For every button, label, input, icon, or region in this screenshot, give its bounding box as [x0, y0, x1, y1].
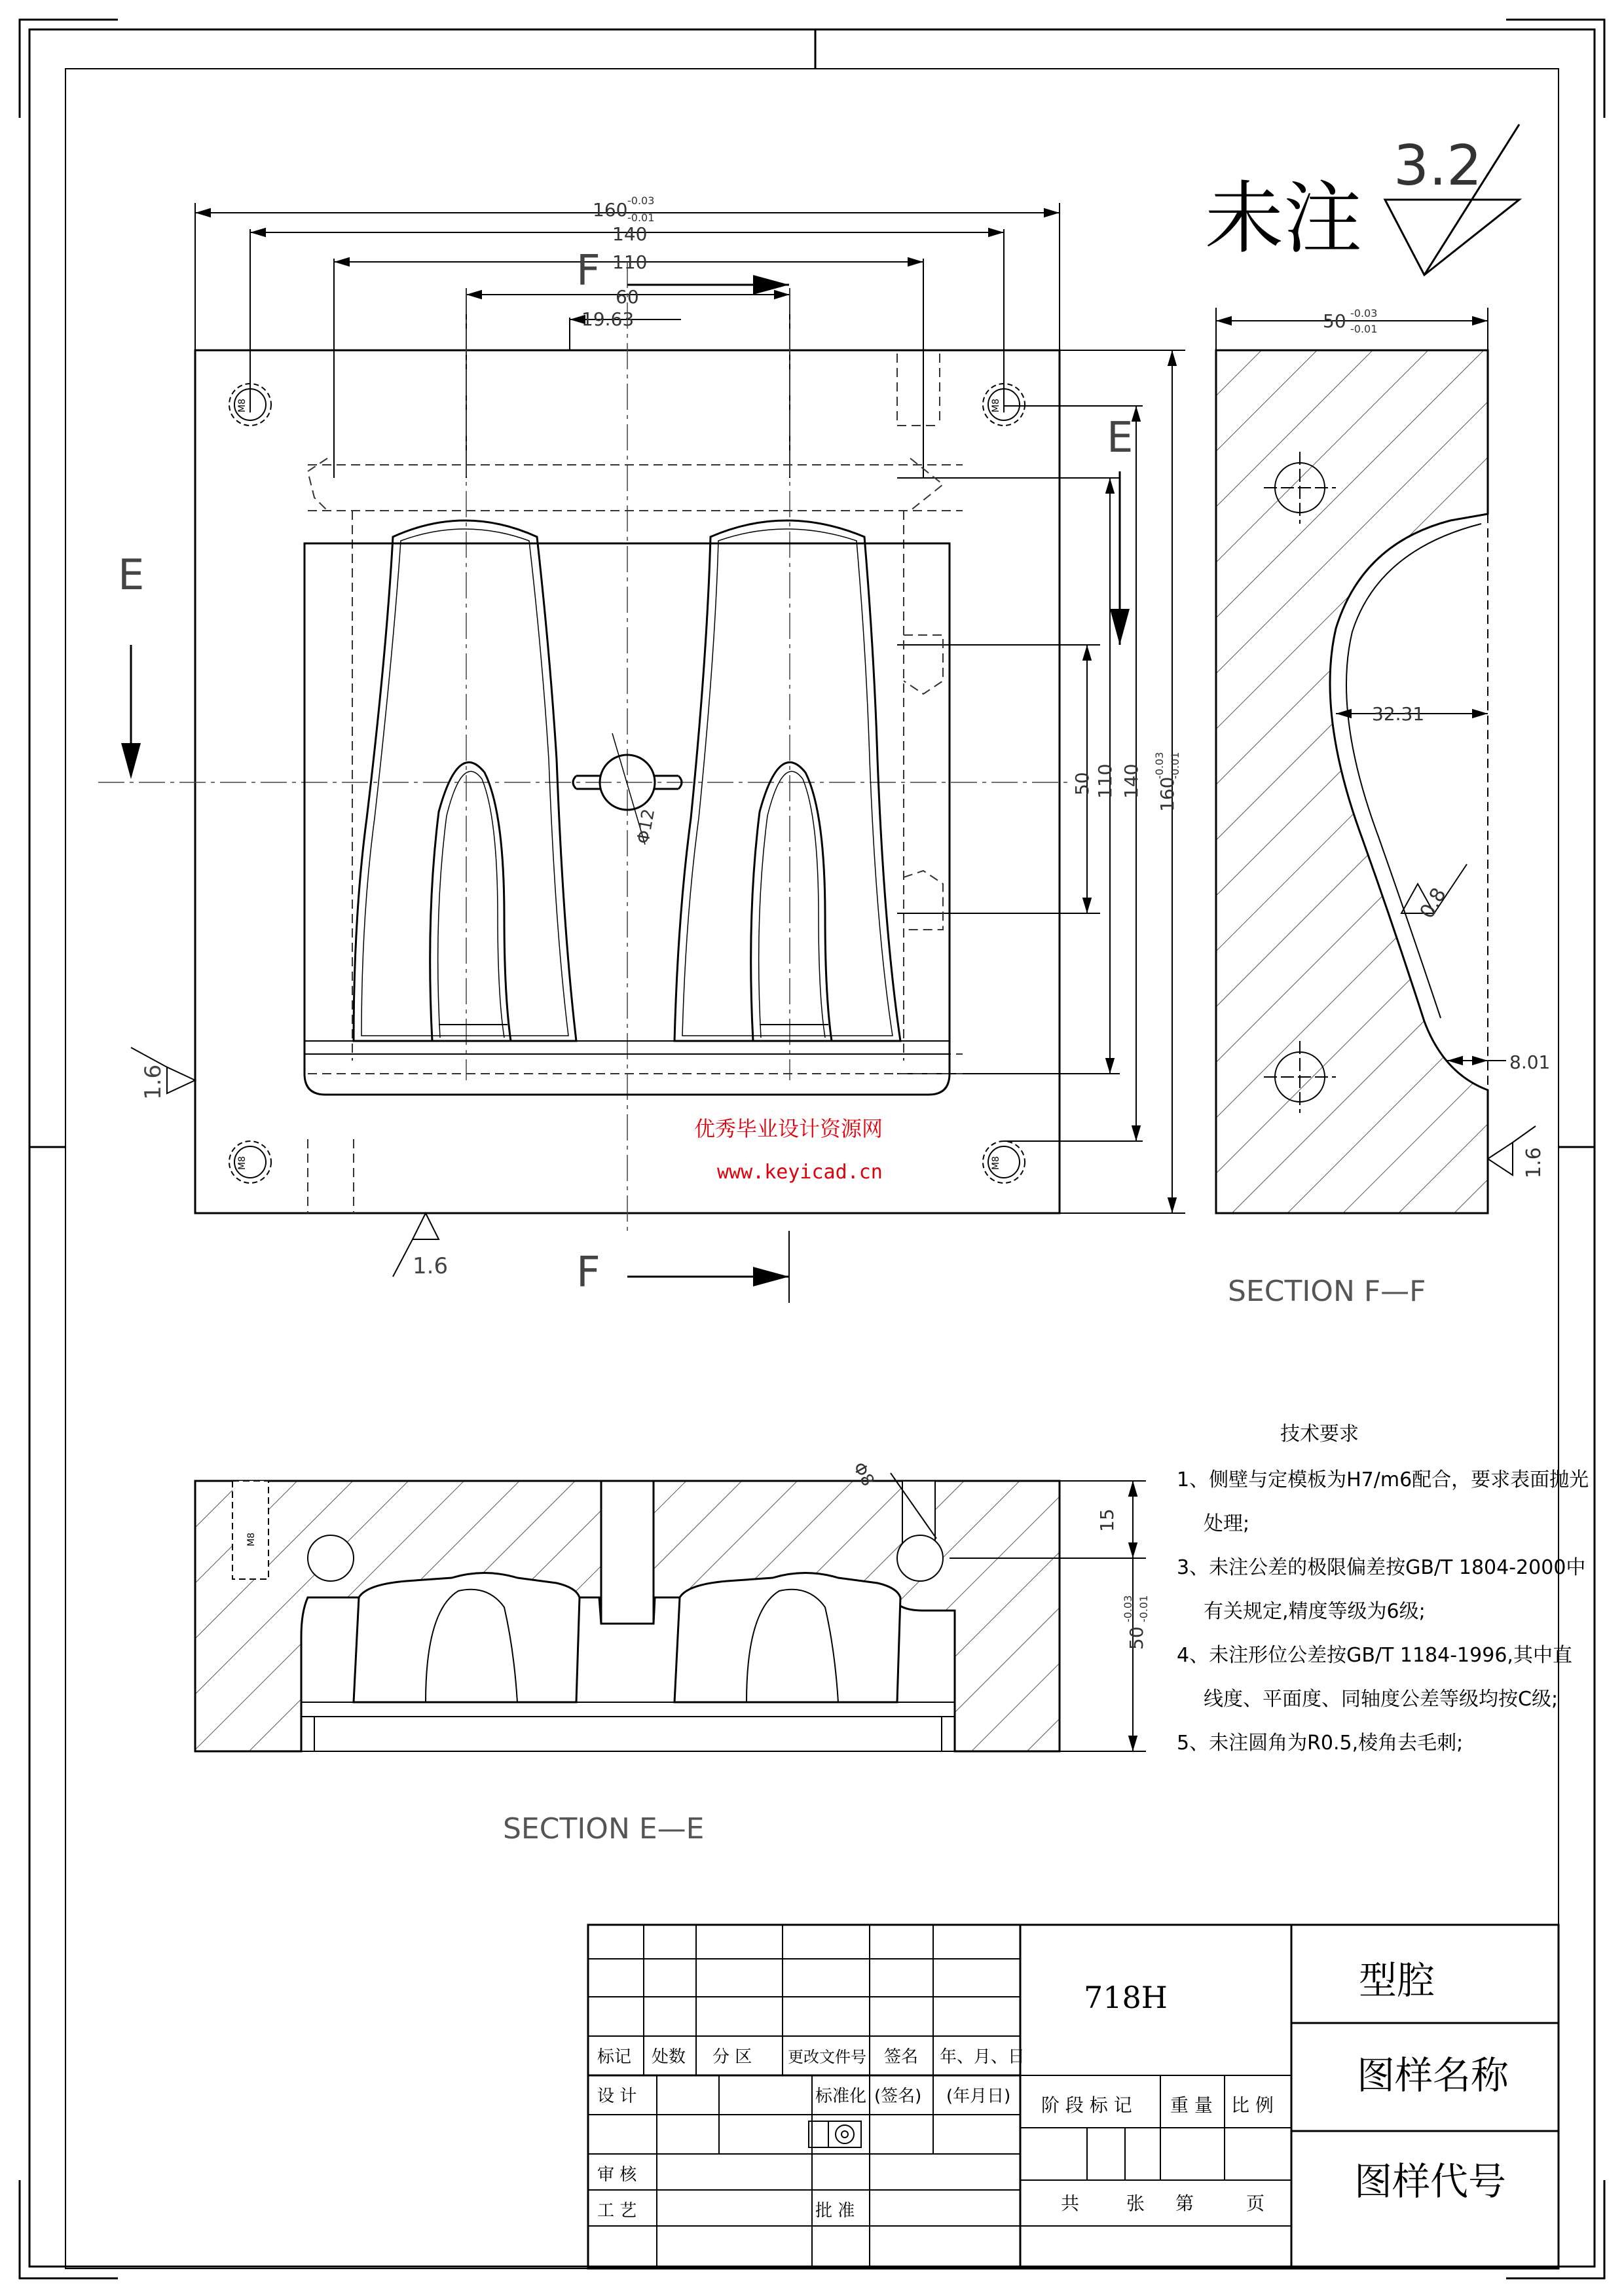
- tech-req-line-6: 线度、平面度、同轴度公差等级均按C级;: [1204, 1688, 1559, 1711]
- tb-page-unit: 页: [1246, 2193, 1265, 2214]
- tb-approve: 批 准: [815, 2201, 855, 2221]
- section-arrow-f-top: [576, 247, 789, 295]
- tb-sheet-total: 共: [1061, 2193, 1080, 2214]
- title-block-text: [597, 1958, 1509, 2221]
- ee-shoe-right: [674, 1573, 900, 1703]
- watermark-line1: 优秀毕业设计资源网: [694, 1116, 883, 1141]
- ff-dim-50-tol-upper: -0.03: [1350, 307, 1378, 319]
- dim-160-tol-lower: -0.01: [627, 211, 655, 224]
- section-arrow-e-right: [1107, 414, 1133, 645]
- ee-dim-50-tol-upper: -0.03: [1122, 1595, 1134, 1622]
- ee-screw-label: M8: [246, 1533, 257, 1546]
- section-letter-e-left: E: [118, 551, 145, 600]
- cavity-shoe-left: [354, 520, 576, 1041]
- dim-50-v: 50: [1071, 772, 1093, 795]
- screw-label-tl: M8: [237, 399, 248, 412]
- ff-dim-50: 50: [1323, 310, 1346, 332]
- screw-label-br: M8: [991, 1156, 1001, 1170]
- tb-process: 工 艺: [597, 2201, 637, 2221]
- tb-stage-mark: 阶 段 标 记: [1041, 2094, 1132, 2116]
- tb-header-zone: 分 区: [712, 2047, 752, 2067]
- cavity-shoe-right: [674, 520, 900, 1041]
- roughness-left-value: 1.6: [140, 1064, 166, 1100]
- tech-req-line-4: 有关规定,精度等级为6级;: [1204, 1600, 1426, 1623]
- tb-standardize: 标准化: [815, 2086, 867, 2106]
- tech-req-title: 技术要求: [1280, 1423, 1359, 1446]
- tech-req-line-5: 4、未注形位公差按GB/T 1184-1996,其中直: [1177, 1644, 1572, 1667]
- section-letter-e-right: E: [1107, 414, 1134, 462]
- tb-sign: (签名): [874, 2086, 922, 2106]
- section-arrow-e-left: [118, 551, 144, 779]
- tb-review: 审 核: [597, 2165, 637, 2185]
- screw-hole-bl: [229, 1141, 271, 1183]
- tb-weight: 重 量: [1170, 2094, 1213, 2116]
- section-letter-f-top: F: [576, 247, 600, 295]
- section-ee: [195, 1459, 1150, 1846]
- section-ff: [1216, 307, 1550, 1308]
- dim-160-v-tol-upper: -0.03: [1153, 752, 1166, 779]
- watermark-line2: www.keyicad.cn: [717, 1161, 883, 1184]
- tb-date: (年月日): [946, 2086, 1011, 2106]
- section-arrow-f-bottom: [576, 1231, 789, 1303]
- dim-140: 140: [612, 223, 648, 245]
- screw-label-bl: M8: [237, 1156, 248, 1170]
- screw-hole-br: [983, 1141, 1025, 1183]
- tb-part-name: 型腔: [1359, 1958, 1435, 2003]
- section-letter-f-bottom: F: [576, 1248, 600, 1297]
- surface-note-label: 未注: [1205, 173, 1362, 264]
- section-ee-title: SECTION E—E: [503, 1812, 705, 1846]
- dim-60: 60: [616, 286, 639, 308]
- ee-hole-dia: Φ8: [848, 1459, 878, 1490]
- surface-roughness-value: 3.2: [1393, 134, 1483, 198]
- tb-header-sign: 签名: [884, 2047, 919, 2067]
- ff-dim-32-31: 32.31: [1372, 703, 1425, 725]
- tech-req-line-7: 5、未注圆角为R0.5,棱角去毛刺;: [1177, 1732, 1464, 1755]
- tb-header-date: 年、月、日: [940, 2047, 1025, 2067]
- tech-req-line-2: 处理;: [1204, 1512, 1250, 1535]
- tb-material: 718H: [1084, 1980, 1168, 2015]
- tech-requirements: [1177, 1423, 1589, 1755]
- tb-header-mark: 标记: [597, 2047, 632, 2067]
- ee-dim-50-tol-lower: -0.01: [1137, 1595, 1150, 1622]
- ff-roughness-08-value: 0.8: [1415, 884, 1451, 922]
- ff-dim-8-01: 8.01: [1509, 1051, 1551, 1073]
- tb-header-count: 处数: [652, 2047, 686, 2067]
- tb-drawing-code-label: 图样代号: [1354, 2159, 1507, 2204]
- screw-label-tr: M8: [991, 399, 1001, 412]
- dim-160-tol-upper: -0.03: [627, 194, 655, 207]
- tb-header-doc: 更改文件号: [788, 2048, 866, 2066]
- tb-sheet-unit: 张: [1126, 2193, 1145, 2214]
- sprue-hole-dia: Φ12: [633, 807, 659, 846]
- ff-roughness-16-value: 1.6: [1522, 1147, 1545, 1178]
- dim-160-v: 160: [1156, 776, 1178, 812]
- section-ff-body: [1216, 350, 1488, 1213]
- tb-scale: 比 例: [1231, 2094, 1274, 2116]
- ee-shoe-left: [354, 1573, 580, 1703]
- dim-160: 160: [593, 199, 628, 221]
- tech-req-line-3: 3、未注公差的极限偏差按GB/T 1804-2000中: [1177, 1556, 1586, 1579]
- dim-140-v: 140: [1120, 763, 1142, 799]
- tb-design: 设 计: [597, 2086, 637, 2106]
- dim-110-v: 110: [1094, 763, 1116, 799]
- front-view: [98, 194, 1185, 1303]
- dim-19-63: 19.63: [581, 308, 635, 330]
- ee-dim-15: 15: [1096, 1508, 1118, 1532]
- dim-110: 110: [612, 251, 648, 273]
- tech-req-line-1: 1、侧壁与定模板为H7/m6配合，要求表面抛光: [1177, 1468, 1589, 1491]
- ff-dim-50-tol-lower: -0.01: [1350, 323, 1378, 335]
- dim-160-v-tol-lower: -0.01: [1169, 752, 1181, 779]
- section-ff-title: SECTION F—F: [1228, 1275, 1426, 1308]
- surface-note: [1205, 124, 1519, 275]
- tb-drawing-name-label: 图样名称: [1357, 2053, 1509, 2098]
- ee-dim-50: 50: [1126, 1626, 1147, 1650]
- roughness-bottom-value: 1.6: [413, 1253, 449, 1279]
- tb-sheet-no: 第: [1175, 2193, 1194, 2214]
